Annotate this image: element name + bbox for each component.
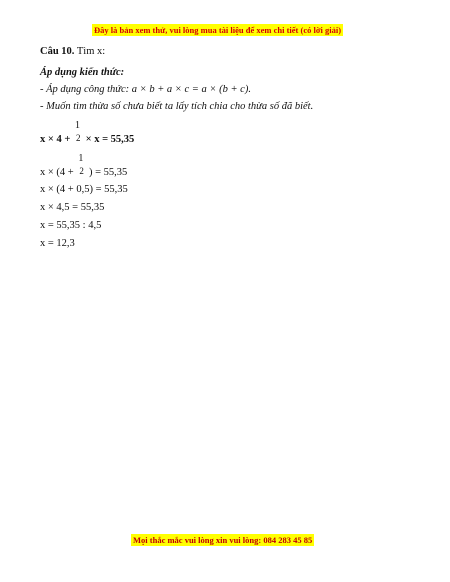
question-text: Tìm x: [76, 46, 106, 57]
equation-left: x × 4 + [40, 134, 71, 145]
equation-fraction [73, 120, 83, 146]
fraction-denominator: 2 [75, 133, 81, 144]
equation [40, 120, 135, 146]
fraction-numerator: 1 [74, 120, 80, 132]
knowledge-rule-2: - Muốn tìm thừa số chưa biết ta lấy tích chia cho thừa số đã biết. [40, 101, 314, 112]
solution-step-1 [40, 153, 128, 179]
knowledge-rule-1: - Áp dụng công thức: a × b + a × c = a × (b + c). [40, 84, 251, 95]
equation-right: × x = 55,35 [85, 134, 135, 145]
question-line [40, 45, 105, 58]
question-number: Câu 10. [40, 46, 75, 57]
preview-notice-banner: Đây là bản xem thử, vui lòng mua tài liệu để xem chi tiết (có lời giải) [94, 25, 342, 35]
contact-banner: Mọi thắc mắc vui lòng xin vui lòng: 084 283 45 85 [133, 535, 313, 545]
solution-step-4: x = 55,35 : 4,5 [40, 220, 102, 231]
knowledge-heading: Áp dụng kiến thức: [40, 67, 125, 78]
step1-fraction-numerator: 1 [78, 153, 84, 165]
solution-step-3: x × 4,5 = 55,35 [40, 202, 105, 213]
step1-fraction [76, 153, 86, 179]
step1-right: ) = 55,35 [88, 167, 128, 178]
solution-step-5: x = 12,3 [40, 238, 75, 249]
step1-fraction-denominator: 2 [79, 166, 84, 177]
solution-step-2: x × (4 + 0,5) = 55,35 [40, 184, 128, 195]
step1-left: x × (4 + [40, 167, 74, 178]
